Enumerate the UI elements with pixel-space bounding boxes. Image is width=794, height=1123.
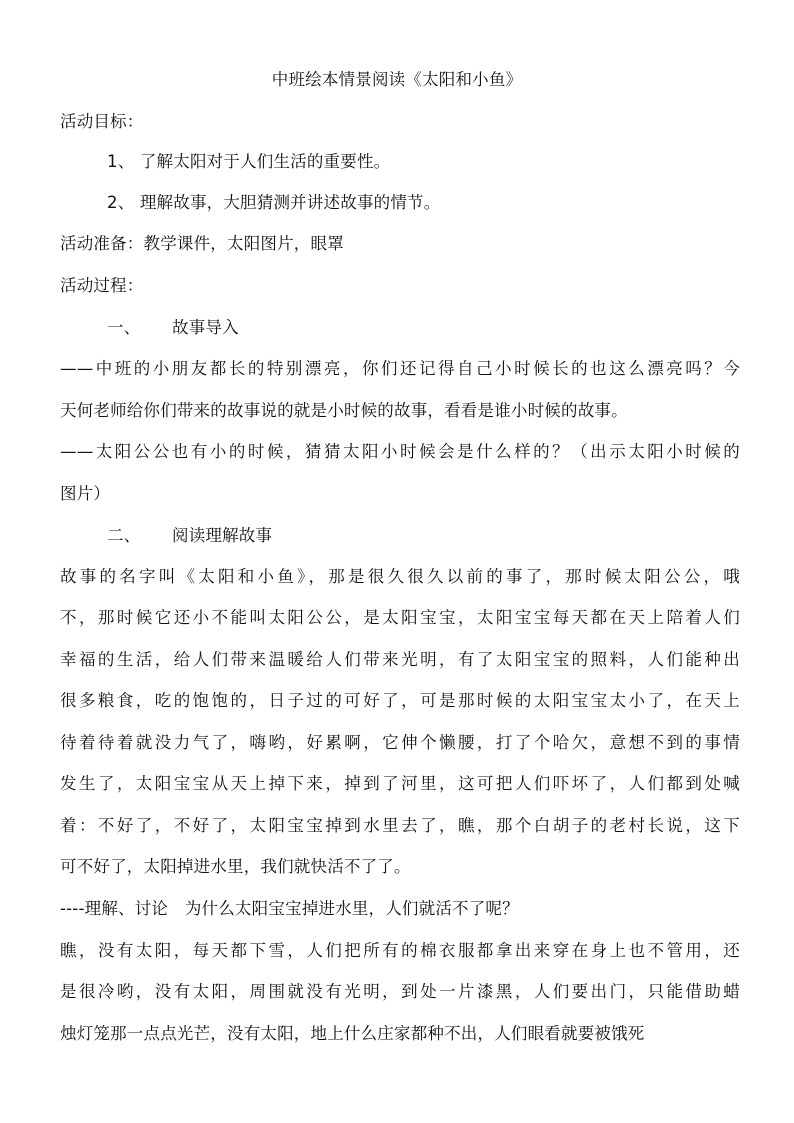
goals-label: 活动目标：: [60, 112, 144, 131]
story-line: 着：不好了，不好了，太阳宝宝掉到水里去了，瞧，那个白胡子的老村长说，这下: [60, 816, 740, 835]
story-line: 幸福的生活，给人们带来温暖给人们带来光明，有了太阳宝宝的照料，人们能种出: [60, 650, 740, 669]
section-title: 故事导入: [172, 318, 239, 337]
paragraph-line: ——太阳公公也有小的时候，猜猜太阳小时候会是什么样的？（出示太阳小时候的: [60, 442, 740, 461]
story-line: 很多粮食，吃的饱饱的，日子过的可好了，可是那时候的太阳宝宝太小了，在天上: [60, 691, 740, 710]
section-number: 一、: [107, 318, 141, 337]
goal-item: 1、 了解太阳对于人们生活的重要性。: [107, 152, 391, 171]
process-label: 活动过程：: [60, 276, 144, 295]
story-line: 是很冷哟，没有太阳，周围就没有光明，到处一片漆黑，人们要出门，只能借助蜡: [60, 982, 740, 1001]
document-title: 中班绘本情景阅读《太阳和小鱼》: [271, 70, 523, 89]
story-line: 不，那时候它还小不能叫太阳公公，是太阳宝宝，太阳宝宝每天都在天上陪着人们: [60, 608, 740, 627]
paragraph-line: ——中班的小朋友都长的特别漂亮，你们还记得自己小时候长的也这么漂亮吗？今: [60, 359, 740, 378]
paragraph-line: 天何老师给你们带来的故事说的就是小时候的故事，看看是谁小时候的故事。: [60, 401, 628, 420]
section-title: 阅读理解故事: [172, 526, 273, 545]
story-line: 故事的名字叫《太阳和小鱼》，那是很久很久以前的事了，那时候太阳公公，哦: [60, 567, 740, 586]
goal-item: 2、 理解故事，大胆猜测并讲述故事的情节。: [107, 193, 441, 212]
paragraph-line: 图片）: [60, 484, 111, 503]
story-line: 瞧，没有太阳，每天都下雪，人们把所有的棉衣服都拿出来穿在身上也不管用，还: [60, 941, 740, 960]
story-line: 发生了，太阳宝宝从天上掉下来，掉到了河里，这可把人们吓坏了，人们都到处喊: [60, 774, 740, 793]
story-line: 待着待着就没力气了，嗨哟，好累啊，它伸个懒腰，打了个哈欠，意想不到的事情: [60, 733, 740, 752]
section-heading: [107, 526, 787, 546]
section-heading: [107, 318, 787, 338]
preparation-line: 活动准备：教学课件，太阳图片，眼罩: [60, 234, 344, 253]
discussion-line: ----理解、讨论 为什么太阳宝宝掉进水里，人们就活不了呢？: [60, 899, 519, 918]
story-line: 可不好了，太阳掉进水里，我们就快活不了了。: [60, 857, 411, 876]
section-number: 二、: [107, 526, 141, 545]
story-line: 烛灯笼那一点点光芒，没有太阳，地上什么庄家都种不出，人们眼看就要被饿死: [60, 1024, 645, 1043]
